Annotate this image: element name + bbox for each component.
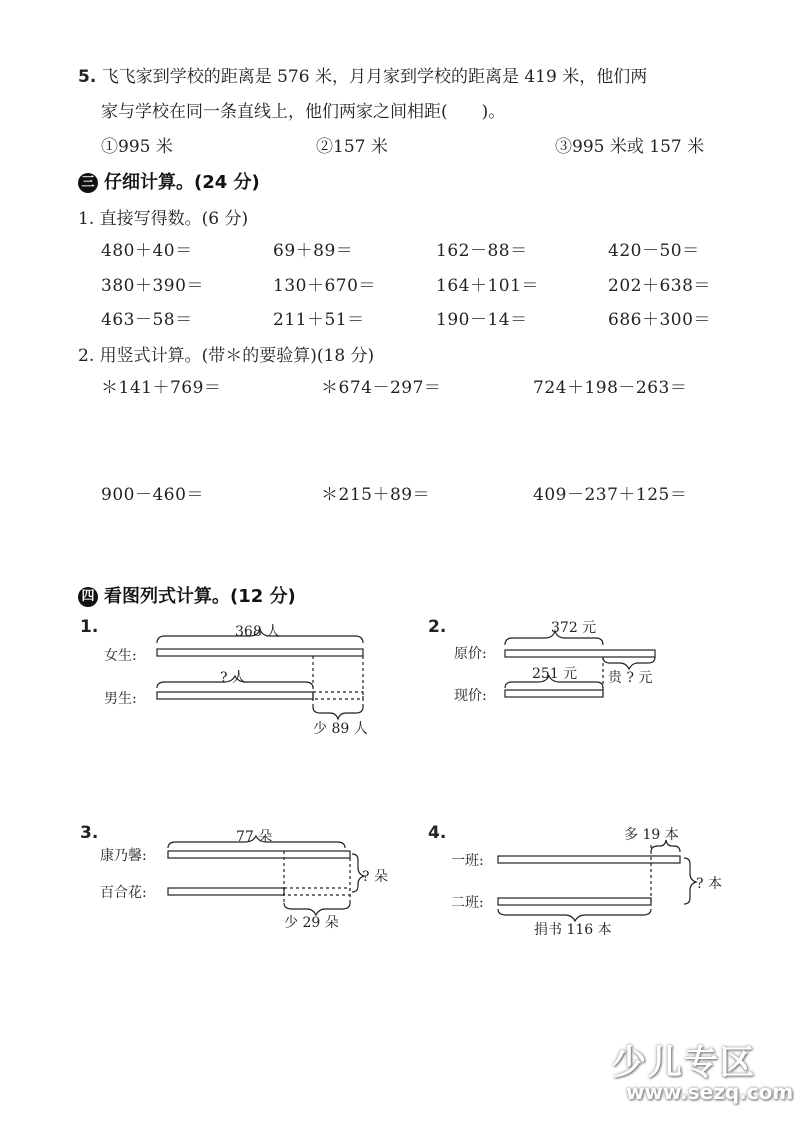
row-label: 现价:	[454, 688, 487, 704]
row-label: 原价:	[454, 646, 487, 662]
section-title: 看图列式计算。(12 分)	[104, 586, 296, 607]
section-badge: 四	[78, 587, 98, 607]
row-label: 二班:	[451, 895, 484, 911]
diagram-label: 贵 ? 元	[608, 670, 653, 686]
brace-total	[684, 858, 696, 904]
diagram-label: 251 元	[532, 666, 578, 682]
bar-carnation	[168, 851, 350, 858]
oral-item: 211＋51＝	[273, 310, 365, 330]
question-text: 飞飞家到学校的距离是 576 米，月月家到学校的距离是 419 米，他们两	[101, 67, 648, 87]
oral-item: 480＋40＝	[101, 241, 193, 261]
oral-item: 69＋89＝	[273, 241, 354, 261]
part-1-title: 1. 直接写得数。(6 分)	[78, 209, 249, 229]
vertical-item: 409－237＋125＝	[533, 485, 688, 505]
oral-item: 686＋300＝	[608, 310, 711, 330]
part-2-title: 2. 用竖式计算。(带＊的要验算)(18 分)	[78, 346, 375, 366]
diagram-label: 368 人	[235, 624, 281, 640]
diagram-label: ? 本	[696, 876, 722, 892]
bar-original	[505, 650, 655, 657]
option-3[interactable]: ③995 米或 157 米	[555, 137, 705, 157]
diagram-number: 1.	[80, 617, 99, 637]
diagram-label: 少 29 朵	[284, 915, 339, 931]
vertical-item: ＊674－297＝	[321, 378, 442, 398]
oral-item: 164＋101＝	[436, 276, 539, 296]
bar-class2	[498, 898, 651, 905]
bar-boys	[157, 692, 313, 699]
question-5-line2: 家与学校在同一条直线上，他们两家之间相距( )。	[101, 102, 506, 122]
vertical-item: 724＋198－263＝	[533, 378, 688, 398]
diagram-number: 3.	[80, 823, 99, 843]
oral-item: 202＋638＝	[608, 276, 711, 296]
oral-item: 463－58＝	[101, 310, 193, 330]
oral-item: 162－88＝	[436, 241, 528, 261]
oral-item: 420－50＝	[608, 241, 700, 261]
diagram-label: ? 人	[220, 670, 246, 686]
section-title: 仔细计算。(24 分)	[104, 172, 260, 193]
section-badge: 三	[78, 173, 98, 193]
row-label: 康乃馨:	[100, 848, 147, 864]
diagram-label: ? 朵	[362, 869, 388, 885]
oral-item: 380＋390＝	[101, 276, 204, 296]
bar-girls	[157, 649, 363, 656]
option-2[interactable]: ②157 米	[316, 137, 388, 157]
oral-item: 190－14＝	[436, 310, 528, 330]
option-1[interactable]: ①995 米	[101, 137, 173, 157]
diagram-label: 372 元	[551, 620, 597, 636]
diagram-label: 多 19 本	[624, 827, 679, 843]
bar-lily	[168, 888, 284, 895]
row-label: 女生:	[104, 648, 137, 664]
oral-item: 130＋670＝	[273, 276, 376, 296]
watermark-url: www.sezq.com	[626, 1080, 794, 1104]
vertical-item: ＊215＋89＝	[321, 485, 431, 505]
row-label: 男生:	[104, 691, 137, 707]
vertical-item: 900－460＝	[101, 485, 204, 505]
watermark-logo: 少儿专区	[612, 1043, 756, 1083]
diagram-number: 4.	[428, 823, 447, 843]
bar-now	[505, 690, 603, 697]
bar-class1	[498, 856, 680, 863]
row-label: 一班:	[451, 853, 484, 869]
question-number: 5.	[78, 67, 97, 87]
row-label: 百合花:	[100, 885, 147, 901]
diagram-label: 77 朵	[236, 829, 273, 845]
vertical-item: ＊141＋769＝	[101, 378, 222, 398]
diagram-number: 2.	[428, 617, 447, 637]
diagram-label: 捐书 116 本	[534, 922, 612, 938]
diagram-label: 少 89 人	[313, 721, 368, 737]
